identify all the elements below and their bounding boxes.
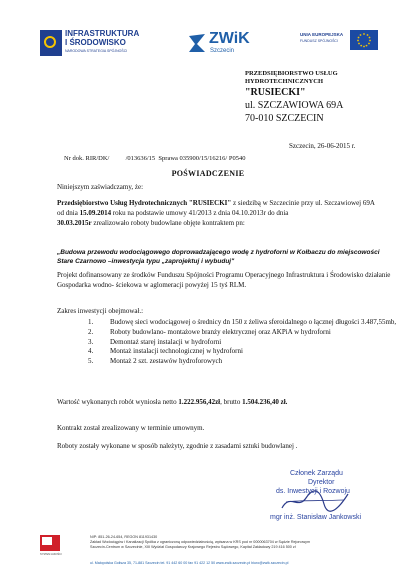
eu-logo-line2: FUNDUSZ SPÓJNOŚCI — [300, 39, 338, 43]
ie-logo-line3: NARODOWA STRATEGIA SPÓJNOŚCI — [65, 49, 128, 53]
list-item: 4. Montaż instalacji technologicznej w hydroforni — [88, 347, 243, 356]
stamp-line3: ds. Inwestycji i Rozwoju — [276, 488, 350, 495]
end-date: 30.03.2015r — [57, 218, 92, 227]
confirmation-paragraph: Przedsiębiorstwo Usług Hydrotechnicznych "RUSIECKI" z siedzibą w Szczecinie przy ul. Szczawiowej 69A od dnia 15.09.2014 roku na podstawie umowy 41/2013 z dnia 04.10.2013r do dnia 30.03.2015r zrealizowało roboty budowlane objęte kontraktem pn: — [57, 199, 375, 227]
list-item: 3. Demontaż starej instalacji w hydroforni — [88, 337, 222, 346]
ie-logo-line1: INFRASTRUKTURA — [65, 29, 140, 38]
company-street: ul. SZCZAWIOWA 69A — [245, 100, 344, 111]
company-line2: HYDROTECHNICZNYCH — [245, 78, 324, 85]
scope-list — [88, 318, 408, 367]
infrastruktura-srodowisko-logo — [40, 28, 152, 64]
signature-stamp — [260, 470, 390, 530]
place-date: Szczecin, 26-06-2015 r. — [289, 142, 356, 150]
zwik-mark-icon — [187, 32, 207, 54]
stamp-line4: mgr inż. Stanisław Jankowski — [270, 514, 362, 521]
document-reference: Nr dok. RIR/DK/ /013636/15 Sprawa 035900/15/16216/ P0540 — [64, 155, 246, 162]
company-city: 70-010 SZCZECIN — [245, 113, 324, 124]
zwik-logo — [187, 30, 257, 60]
quality-system-logo — [40, 535, 60, 561]
contract-value: Wartość wykonanych robót wyniosła netto 1.222.956,42zł, brutto 1.504.236,40 zł. — [57, 398, 288, 406]
company-name: "RUSIECKI" — [245, 87, 306, 98]
footer-registration: Zakład Wodociągów i Kanalizacji Spółka z ograniczoną odpowiedzialnością, wpisana w KRS pod nr 0000063704 w Sądzie Rejonowym — [90, 540, 311, 545]
list-item: 5. Montaż 2 szt. zestawów hydroforowych — [88, 357, 223, 366]
project-name: „Budowa przewodu wodociągowego doprowadzającego wodę z hydroforni w Kołbaczu do miejscowości Stare Czarnowo –inwestycja typu „zaprojektuj i wybuduj" — [57, 249, 380, 265]
company-registration-info — [90, 535, 400, 551]
on-time-statement: Kontrakt został zrealizowany w terminie umownym. — [57, 424, 205, 432]
eu-flag-icon — [350, 30, 378, 50]
financing-paragraph: Projekt dofinansowany ze środków Funduszu Spójności Programu Operacyjnego Infrastruktura i Środowisko działanie Gospodarka wodno- ściekowa w aglomeracji powyżej 15 tyś RLM. — [57, 271, 391, 289]
scope-intro: Zakres inwestycji obejmował.: — [57, 307, 144, 315]
value-gross: 1.504.236,40 zł. — [242, 398, 288, 406]
start-date: 15.09.2014 — [79, 208, 112, 217]
list-item: 1. Budowę sieci wodociągowej o średnicy dn 150 z żeliwa sferoidalnego o łącznej długości 3.487,55mb, — [88, 318, 397, 326]
intro-text: Niniejszym zaświadczamy, że: — [57, 183, 144, 191]
handwritten-signature — [280, 488, 350, 513]
eu-flag-icon — [40, 30, 62, 56]
stamp-line1: Członek Zarządu — [290, 470, 343, 477]
eu-stars-icon — [350, 30, 378, 50]
quality-mark-icon — [40, 535, 60, 551]
stamp-line2: Dyrektor — [308, 479, 335, 486]
page-title: POŚWIADCZENIE — [171, 169, 245, 178]
value-net: 1.222.956,42zł — [178, 398, 221, 406]
recipient-address — [245, 70, 395, 125]
footer-court: Szczecin-Centrum w Szczecinie, XIII Wydział Gospodarczy Krajowego Rejestru Sądowego, Kapitał Zakładowy 219 416 500 zł — [90, 545, 296, 550]
ie-logo-line2: I ŚRODOWISKO — [65, 38, 126, 47]
footer-nip: NIP: 851-26-24-654, REGON 811931430 — [90, 535, 158, 539]
zwik-city: Szczecin — [210, 48, 235, 54]
company-line1: PRZEDSIĘBIORSTWO USŁUG — [245, 70, 338, 77]
footer-address: ul. Małopolska Golisza 35, 71-881 Szczecin tel. 91 442 60 00 fax 91 422 12 50 www.zwik.szczecin.pl biuro@zwik.szczecin.pl — [90, 561, 289, 565]
quality-logo-text: SYSTEM JAKOŚCI — [40, 553, 62, 556]
eu-logo — [300, 30, 378, 52]
eu-logo-line1: UNIA EUROPEJSKA — [300, 32, 344, 37]
contractor-name: Przedsiębiorstwo Usług Hydrotechnicznych "RUSIECKI" — [57, 199, 232, 207]
zwik-name: ZWiK — [209, 30, 250, 47]
quality-statement: Roboty zostały wykonane w sposób należyty, zgodnie z zasadami sztuki budowlanej . — [57, 442, 298, 450]
list-item: 2. Roboty budowlano- montażowe branży elektrycznej oraz AKPiA w hydroforni — [88, 327, 331, 336]
